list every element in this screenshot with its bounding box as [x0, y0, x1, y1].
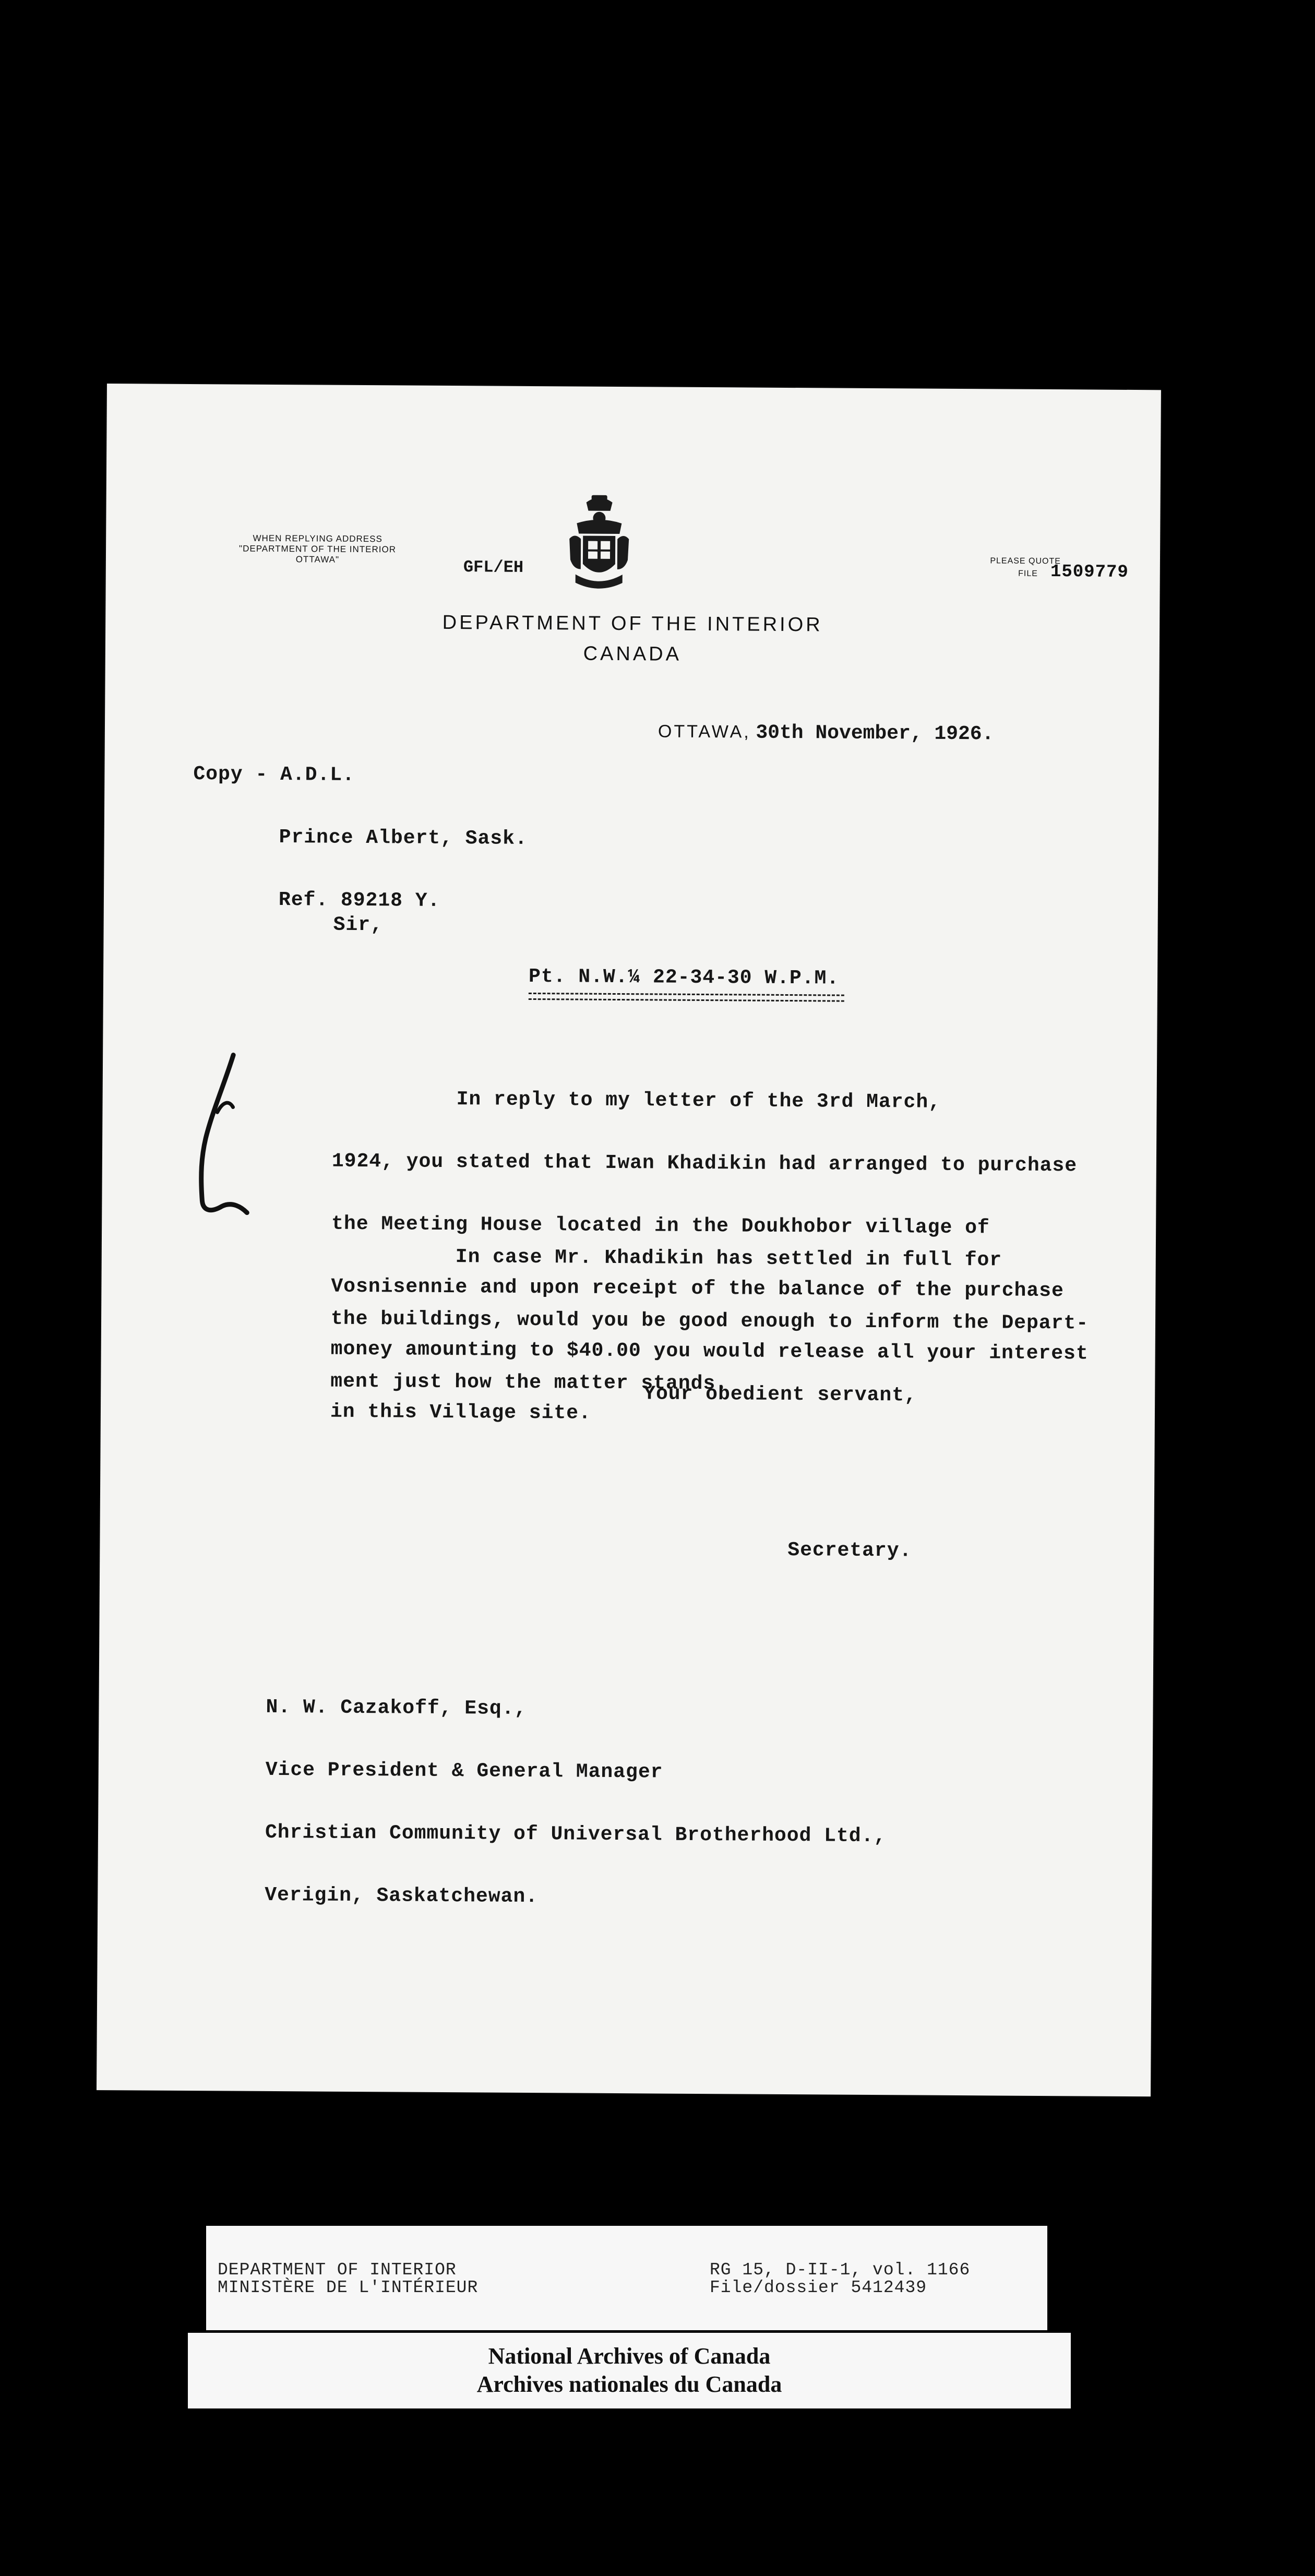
archive-dept-fr: MINISTÈRE DE L'INTÉRIEUR: [218, 2278, 479, 2297]
copy-line: Prince Albert, Sask.: [279, 826, 528, 850]
place-and-date: [658, 721, 994, 745]
copy-line: Copy - A.D.L.: [193, 763, 355, 786]
addressee-line: Christian Community of Universal Brotherhood Ltd.,: [265, 1821, 887, 1848]
paragraph-line: 1924, you stated that Iwan Khadikin had arranged to purchase: [331, 1150, 1078, 1177]
addressee-line: Vice President & General Manager: [265, 1758, 663, 1784]
paragraph-line: In case Mr. Khadikin has settled in full for: [331, 1245, 1002, 1272]
file-number: 1509779: [1050, 562, 1129, 582]
reply-note-line: "DEPARTMENT OF THE INTERIOR: [239, 543, 397, 555]
archive-dept-en: DEPARTMENT OF INTERIOR: [218, 2260, 457, 2280]
letter-date: 30th November, 1926.: [756, 721, 994, 746]
archive-name-fr: Archives nationales du Canada: [476, 2371, 782, 2397]
department-heading: [105, 605, 1160, 672]
reference-initials: GFL/EH: [463, 557, 524, 577]
archive-file: File/dossier 5412439: [710, 2278, 927, 2297]
handwritten-mark: [196, 1050, 254, 1222]
paragraph-line: Vosnisennie and upon receipt of the balance of the purchase: [331, 1275, 1064, 1303]
reply-address-note: [239, 533, 396, 566]
paragraph-line: In reply to my letter of the 3rd March,: [332, 1087, 941, 1114]
please-quote-block: [990, 556, 1129, 580]
signature-title: Secretary.: [787, 1539, 912, 1563]
archive-reference-label: [206, 2226, 1047, 2330]
archive-name-en: National Archives of Canada: [488, 2343, 771, 2369]
department-name: DEPARTMENT OF THE INTERIOR: [442, 611, 823, 636]
place: OTTAWA,: [658, 721, 751, 742]
salutation: Sir,: [333, 913, 384, 937]
subject-underline: [529, 993, 844, 1002]
paragraph-line: ment just how the matter stands.: [330, 1370, 728, 1396]
addressee-line: N. W. Cazakoff, Esq.,: [266, 1696, 527, 1720]
letter-sheet: [97, 384, 1161, 2096]
addressee-block: [265, 1655, 888, 1951]
country-name: CANADA: [583, 642, 682, 665]
addressee-line: Verigin, Saskatchewan.: [265, 1883, 539, 1909]
paragraph-line: money amounting to $40.00 you would release all your interest: [330, 1338, 1089, 1365]
subject-line: Pt. N.W.¼ 22-34-30 W.P.M.: [528, 965, 840, 990]
closing-line: Your obedient servant,: [643, 1382, 917, 1407]
coat-of-arms-crest-icon: [565, 491, 633, 595]
archive-name-label: [188, 2333, 1071, 2408]
paragraph-line: the Meeting House located in the Doukhobor village of: [331, 1212, 990, 1239]
reply-note-line: WHEN REPLYING ADDRESS: [253, 533, 382, 544]
reply-note-line: OTTAWA": [295, 554, 340, 565]
paragraph-line: the buildings, would you be good enough to inform the Depart-: [330, 1307, 1089, 1335]
archive-reference: RG 15, D-II-1, vol. 1166: [710, 2260, 971, 2280]
copy-line: Ref. 89218 Y.: [278, 889, 440, 912]
please-quote-label: PLEASE QUOTE: [990, 556, 1061, 566]
paragraph-line: in this Village site.: [330, 1400, 591, 1425]
file-label: FILE: [1018, 569, 1038, 578]
